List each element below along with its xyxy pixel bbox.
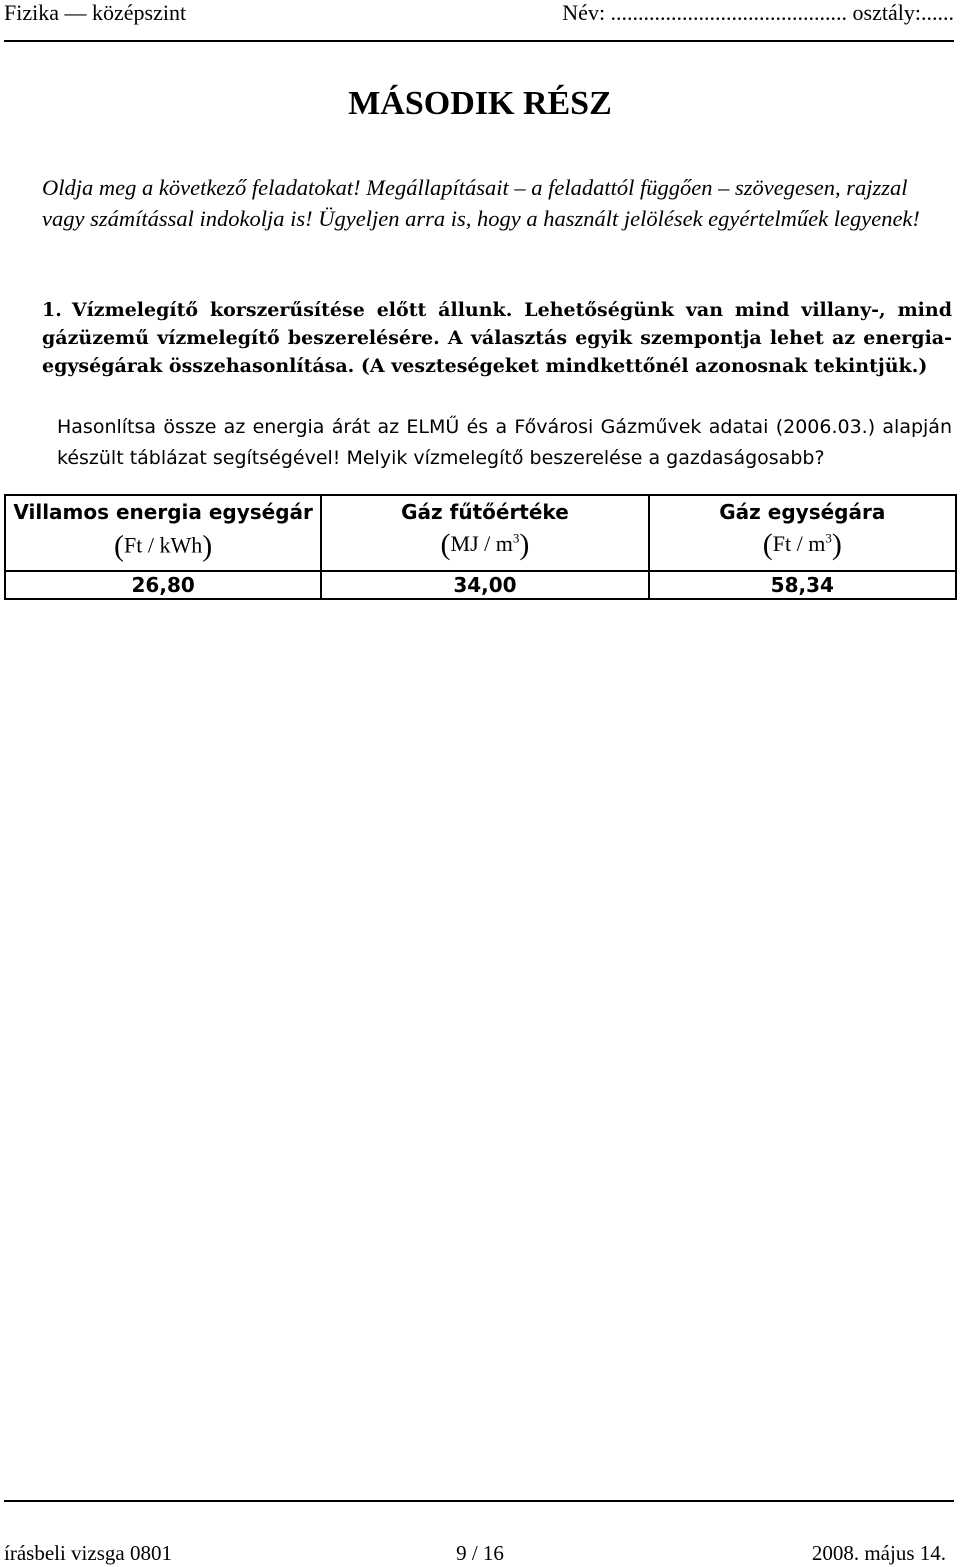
task-statement-text: Vízmelegítő korszerűsítése előtt állunk. Lehetőségünk van mind villany-, mind gázüzemű vízmelegítő beszerelésére. A választás egyik szempontja lehet az energia-egységárak összehasonlítása. (A veszteségeket mindkettőnél azonosnak tekintjük.) <box>42 299 952 377</box>
task-1-statement <box>42 296 952 380</box>
exam-date: 2008. május 14. <box>811 1541 946 1565</box>
header-label: Gáz fűtőértéke <box>401 500 569 524</box>
header-gas-heating-value <box>321 495 648 571</box>
header-rule <box>4 40 954 42</box>
section-title: MÁSODIK RÉSZ <box>348 85 612 122</box>
instructions-text: Oldja meg a következő feladatokat! Megállapításait – a feladattól függően – szövegesen, rajzzal vagy számítással indokolja is! Ügyeljen arra is, hogy a használt jelölések egyértelműek legyenek! <box>42 175 920 231</box>
value-gas-heating-value: 34,00 <box>321 571 648 599</box>
header-unit: (Ft / kWh) <box>114 529 213 563</box>
task-number: 1. <box>42 299 62 321</box>
header-label: Villamos energia egységár <box>13 500 313 524</box>
task-1-prompt: Hasonlítsa össze az energia árát az ELMŰ és a Fővárosi Gázművek adatai (2006.03.) alapján készült táblázat segítségével! Melyik vízmelegítő beszerelése a gazdaságosabb? <box>57 416 952 469</box>
value-electricity-price: 26,80 <box>5 571 321 599</box>
header-unit: $(Ft / m^3)$ <box>762 528 842 561</box>
energy-price-table <box>4 494 957 600</box>
header-gas-unit-price <box>649 495 956 571</box>
page-header <box>4 0 954 44</box>
subject-label: Fizika — középszint <box>4 0 187 25</box>
value-gas-unit-price: 58,34 <box>649 571 956 599</box>
table-header-row <box>5 495 956 571</box>
footer-rule <box>4 1500 954 1502</box>
header-unit: $(MJ / m^3)$ <box>440 528 530 561</box>
header-label: Gáz egységára <box>719 500 886 524</box>
name-class-field: Név: ........................................... osztály:...... <box>562 0 954 25</box>
table-row <box>5 571 956 599</box>
page-number: 9 / 16 <box>456 1541 504 1565</box>
exam-code: írásbeli vizsga 0801 <box>4 1541 172 1565</box>
page-footer <box>0 1540 960 1567</box>
header-electricity-price <box>5 495 321 571</box>
